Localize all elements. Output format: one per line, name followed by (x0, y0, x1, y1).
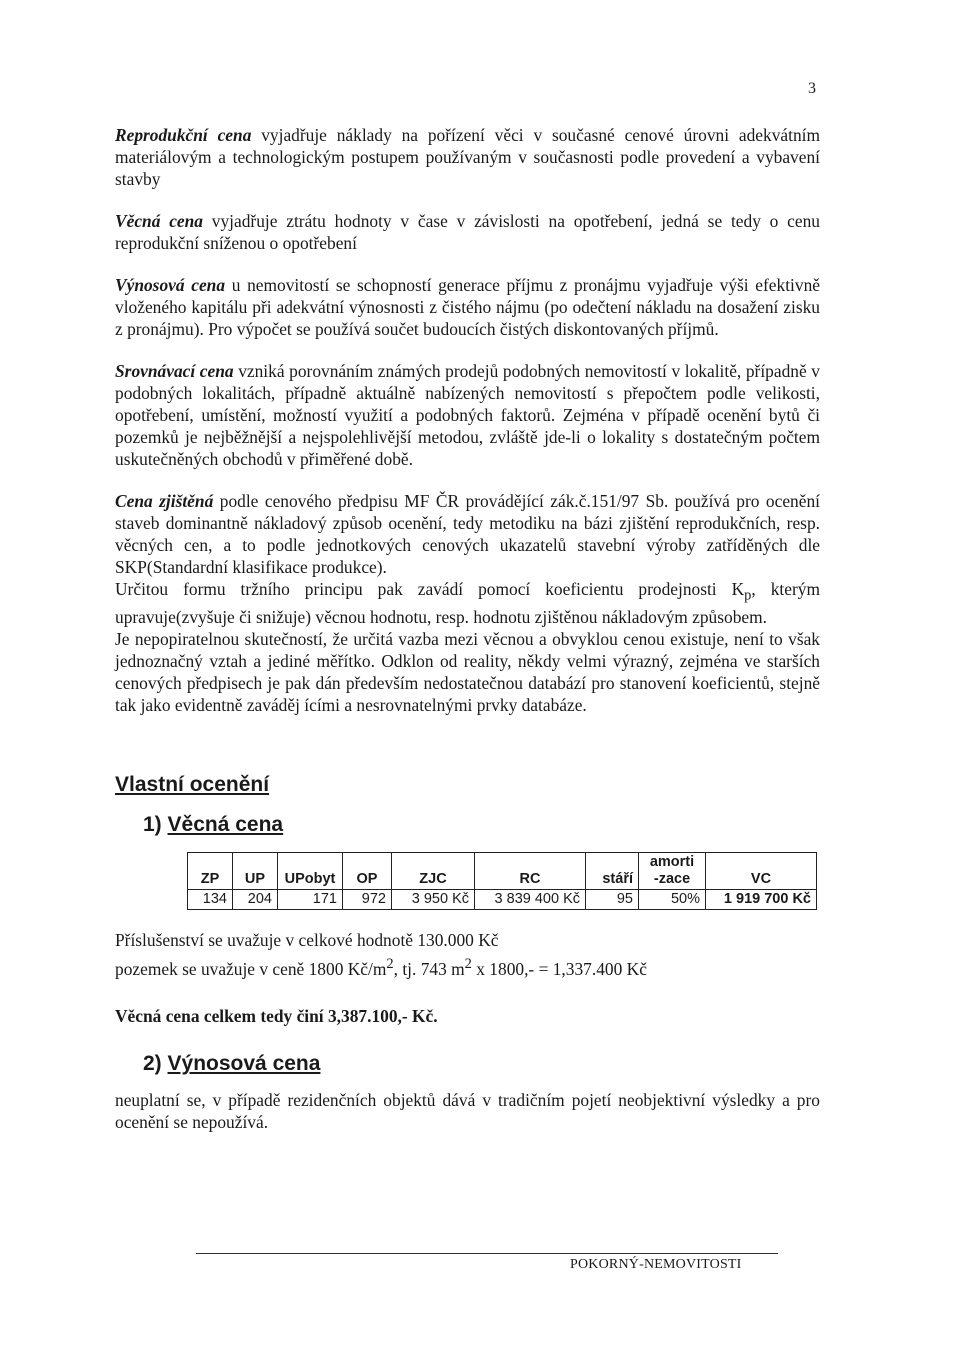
paragraph-text: podle cenového předpisu MF ČR provádějící zák.č.151/97 Sb. používá pro ocenění staveb dominantně nákladový způsob ocenění, tedy metodiku na bázi zjištění reprodukčních, resp. věcných cen, a to podle jednotkových cenových ukazatelů stavební výroby zatříděných dle SKP(Standardní klasifikace produkce). (115, 491, 821, 577)
paragraph-text: u nemovitostí se schopností generace příjmu z pronájmu vyjadřuje výši efektivně vloženého kapitálu při adekvátní výnosnosti z čistého nájmu (po odečtení nákladu na dosažení zisku z pronájmu). Pro výpočet se používá součet budoucích čistých diskontovaných příjmů. (115, 275, 820, 339)
table-header-cell: VC (706, 853, 817, 890)
table-header-cell-amortizace (639, 853, 706, 890)
table-header-cell: OP (343, 853, 392, 890)
paragraph-text: Je nepopiratelnou skutečností, že určitá vazba mezi věcnou a obvyklou cenou existuje, není to však jednoznačný vztah a jediné měřítko. Odklon od reality, někdy velmi výrazný, zejména ve starších cenových předpisech je pak dán především nedostatečnou databází pro stanovení koeficientů, stejně tak jako evidentně zaváděj ícími a nesrovnatelnými prvky databáze. (115, 629, 820, 716)
term-srovnavaci-cena: Srovnávací cena (115, 361, 234, 381)
note-text: x 1800,- = 1,337.400 Kč (471, 959, 647, 980)
table-cell: 3 950 Kč (392, 890, 475, 910)
term-vecna-cena: Věcná cena (115, 211, 203, 231)
section-heading-vlastni-oceneni: Vlastní ocenění (115, 773, 270, 797)
paragraph-text: Určitou formu tržního principu pak zavádí pomocí koeficientu prodejnosti K (115, 579, 745, 599)
paragraph-neuplatni: neuplatní se, v případě rezidenčních objektů dává v tradičním pojetí neobjektivní výsledky a pro ocenění se nepoužívá. (115, 1090, 820, 1133)
document-body (115, 124, 820, 1153)
page-number: 3 (808, 80, 816, 97)
table-header-cell: UP (233, 853, 278, 890)
term-cena-zjistena: Cena zjištěná (115, 491, 214, 511)
note-text: , tj. 743 m (393, 959, 465, 980)
table-cell: 972 (343, 890, 392, 910)
table-cell: 204 (233, 890, 278, 910)
vecna-cena-total: Věcná cena celkem tedy činí 3,387.100,- Kč. (115, 1006, 438, 1027)
subheading-vecna-cena (143, 814, 820, 836)
subheading-vynosova-cena (143, 1053, 820, 1075)
table-header-cell: UPobyt (278, 853, 343, 890)
table-header-cell: stáří (586, 853, 639, 890)
paragraph-nepopiratelnou (115, 628, 820, 716)
footer-company-name: POKORNÝ-NEMOVITOSTI (570, 1257, 742, 1272)
table-header-row (188, 853, 817, 890)
subheading-title: Výnosová cena (167, 1052, 321, 1076)
subheading-title: Věcná cena (167, 813, 284, 837)
paragraph-srovnavaci-cena (115, 360, 820, 470)
superscript: 2 (386, 956, 394, 973)
paragraph-reprodukcni-cena (115, 124, 820, 190)
valuation-table (187, 852, 817, 910)
table-cell: 3 839 400 Kč (475, 890, 586, 910)
subheading-number: 2) (143, 1052, 162, 1076)
table-cell: 171 (278, 890, 343, 910)
paragraph-cena-zjistena (115, 490, 820, 578)
note-text: pozemek se uvažuje v ceně 1800 Kč/m (115, 959, 387, 980)
paragraph-text: vzniká porovnáním známých prodejů podobných nemovitostí v lokalitě, případně v podobných lokalitách, případně aktuálně nabízených nemovitostí s přepočtem podle velikosti, opotřebení, umístění, možností využití a podobných faktorů. Zejména v případě ocenění bytů či pozemků je nejběžnější a nejspolehlivější metodou, zvláště jde-li o lokality s dostatečným počtem uskutečněných obchodů v přiměřené době. (115, 361, 820, 469)
term-vynosova-cena: Výnosová cena (115, 275, 226, 295)
paragraph-vynosova-cena (115, 274, 820, 340)
paragraph-vecna-cena (115, 210, 820, 254)
subheading-number: 1) (143, 813, 162, 837)
superscript: 2 (464, 956, 472, 973)
note-prislusenstvi: Příslušenství se uvažuje v celkové hodnotě 130.000 Kč (115, 930, 499, 951)
subscript-p: p (744, 587, 752, 604)
footer-divider (196, 1253, 778, 1254)
table-header-cell: ZP (188, 853, 233, 890)
header-line: amorti (649, 854, 695, 871)
table-cell: 50% (639, 890, 706, 910)
table-header-cell: RC (475, 853, 586, 890)
note-pozemek (115, 952, 820, 981)
paragraph-text: vyjadřuje náklady na pořízení věci v současné cenové úrovni adekvátním materiálovým a technologickým postupem používaným v současnosti podle provedení a vybavení stavby (115, 125, 820, 189)
table-cell: 95 (586, 890, 639, 910)
table-cell-total: 1 919 700 Kč (706, 890, 817, 910)
header-line: -zace (653, 871, 691, 888)
term-reprodukcni-cena: Reprodukční cena (115, 125, 252, 145)
table-header-cell: ZJC (392, 853, 475, 890)
table-row (188, 890, 817, 910)
paragraph-urcitou-formu (115, 578, 820, 628)
table-cell: 134 (188, 890, 233, 910)
notes-block (115, 928, 820, 981)
paragraph-text: , kterým upravuje(zvyšuje či snižuje) věcnou hodnotu, resp. hodnotu zjištěnou nákladovým způsobem. (115, 579, 820, 628)
paragraph-text: vyjadřuje ztrátu hodnoty v čase v závislosti na opotřebení, jedná se tedy o cenu reprodukční sníženou o opotřebení (115, 211, 820, 253)
